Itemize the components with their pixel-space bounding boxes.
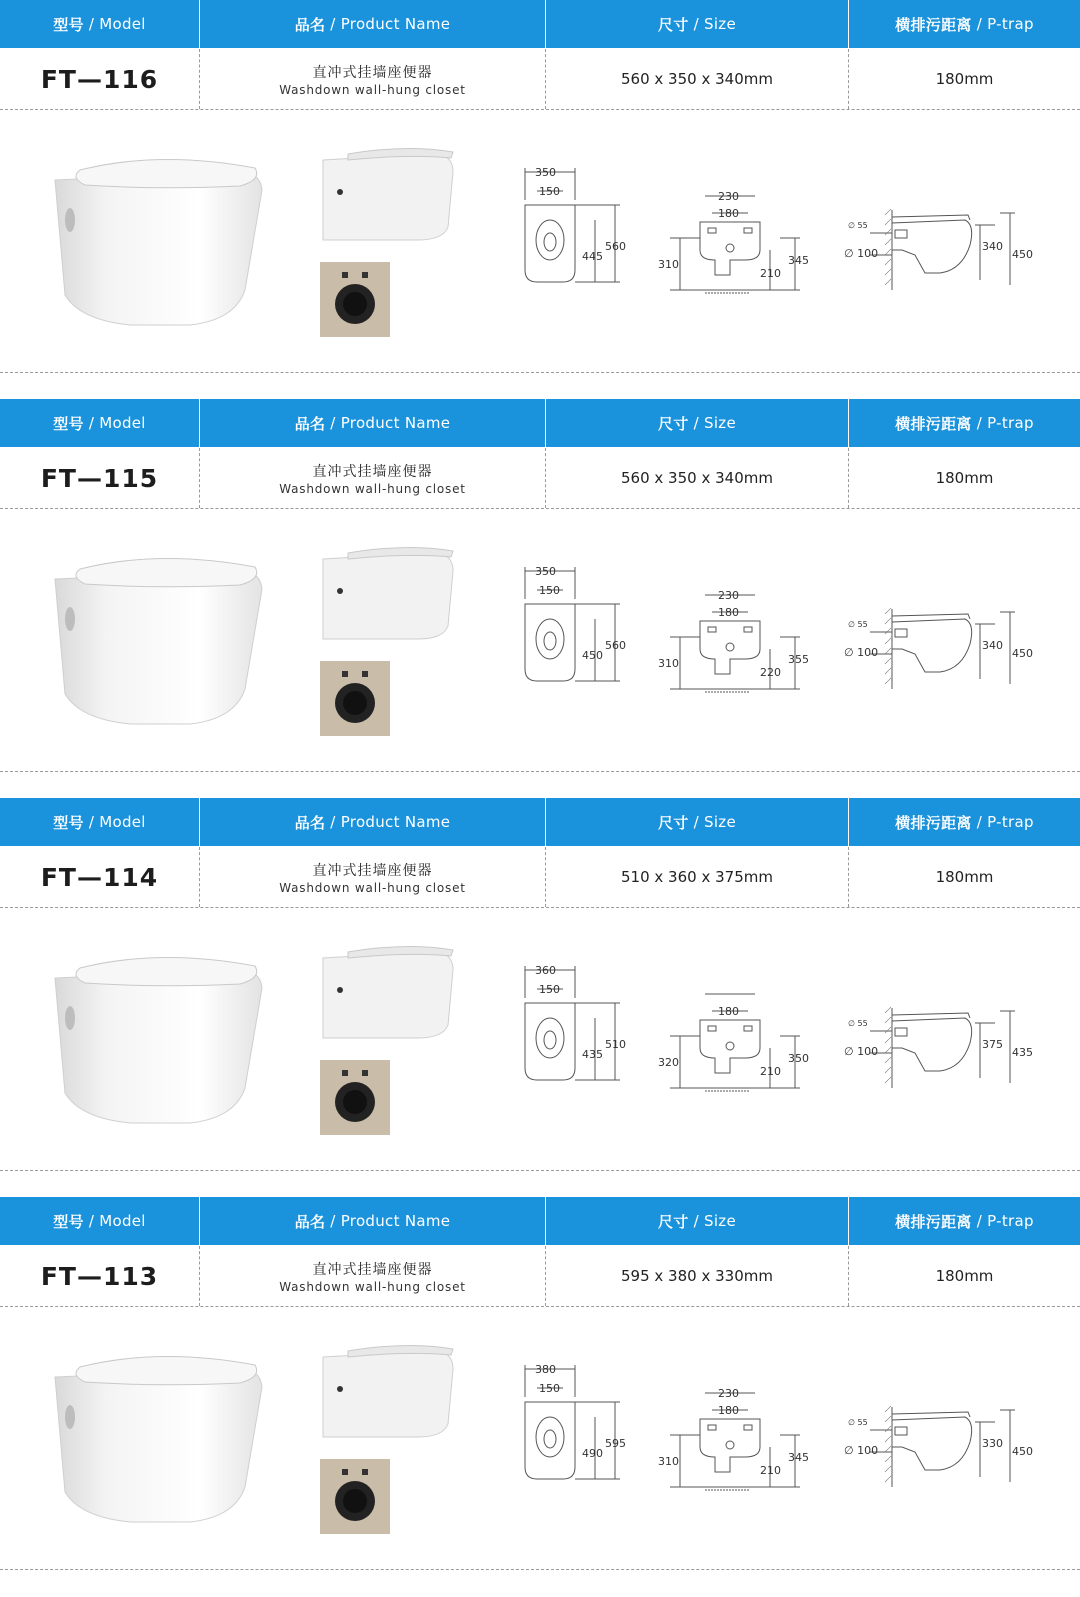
- header-size-en: / Size: [693, 1212, 737, 1230]
- section-divider: [0, 372, 1080, 373]
- product-name-zh: 直冲式挂墙座便器: [312, 1261, 433, 1278]
- header-size-en: / Size: [693, 15, 737, 33]
- size-value: 510 x 360 x 375mm: [621, 868, 773, 886]
- header-ptrap-zh: 横排污距离: [895, 15, 972, 34]
- spec-row: [0, 448, 1080, 509]
- header-size: [546, 1197, 848, 1245]
- dim-inner-length: 435: [582, 1048, 603, 1061]
- dim-side-height: 340: [982, 639, 1003, 652]
- product-name-zh: 直冲式挂墙座便器: [312, 64, 433, 81]
- rear-view-drawing: [650, 579, 820, 704]
- header-model: [0, 1197, 199, 1245]
- header-product-name: [200, 0, 545, 48]
- header-model-zh: 型号: [53, 1212, 84, 1231]
- product-side-photo: [318, 142, 458, 242]
- dim-length: 560: [605, 240, 626, 253]
- size-cell: [546, 1246, 848, 1306]
- section-divider: [0, 771, 1080, 772]
- side-view-drawing: [840, 604, 1040, 699]
- product-bottom-photo: [320, 1459, 390, 1534]
- model-number: FT—113: [40, 1261, 159, 1291]
- header-model-en: / Model: [88, 15, 146, 33]
- model-cell: [0, 448, 199, 508]
- header-product-name: [200, 399, 545, 447]
- dim-rear-width: 230: [718, 190, 739, 203]
- top-view-drawing: [515, 1357, 645, 1487]
- spec-header-bar: [0, 399, 1080, 447]
- header-ptrap-en: / P-trap: [976, 813, 1034, 831]
- model-cell: [0, 1246, 199, 1306]
- ptrap-cell: [849, 448, 1080, 508]
- product-section: [0, 0, 1080, 398]
- top-view-drawing: [515, 160, 645, 290]
- header-ptrap-en: / P-trap: [976, 414, 1034, 432]
- dim-inner: 150: [539, 185, 560, 198]
- header-ptrap-zh: 横排污距离: [895, 414, 972, 433]
- dim-rear-height-right: 355: [788, 653, 809, 666]
- spec-row: [0, 49, 1080, 110]
- ptrap-cell: [849, 49, 1080, 109]
- dim-side-total-height: 450: [1012, 248, 1033, 261]
- header-size-zh: 尺寸: [657, 414, 689, 433]
- dim-rear-width: 230: [718, 589, 739, 602]
- ptrap-cell: [849, 1246, 1080, 1306]
- header-size: [546, 0, 848, 48]
- product-section: [0, 1197, 1080, 1595]
- dim-inner-length: 450: [582, 649, 603, 662]
- header-model-zh: 型号: [53, 15, 84, 34]
- header-model-zh: 型号: [53, 813, 84, 832]
- dim-rear-height-right: 350: [788, 1052, 809, 1065]
- dim-rear-height-left: 310: [658, 1455, 679, 1468]
- ptrap-value: 180mm: [935, 469, 994, 487]
- ptrap-value: 180mm: [935, 1267, 994, 1285]
- header-name-zh: 品名: [294, 1212, 326, 1231]
- product-name-en: Washdown wall-hung closet: [279, 880, 466, 895]
- size-cell: [546, 448, 848, 508]
- ptrap-cell: [849, 847, 1080, 907]
- header-ptrap-en: / P-trap: [976, 15, 1034, 33]
- dim-length: 510: [605, 1038, 626, 1051]
- dim-side-total-height: 450: [1012, 1445, 1033, 1458]
- size-value: 595 x 380 x 330mm: [621, 1267, 773, 1285]
- header-name-zh: 品名: [294, 414, 326, 433]
- dim-rear-height-inner: 210: [760, 1065, 781, 1078]
- header-size: [546, 399, 848, 447]
- side-view-drawing: [840, 1402, 1040, 1497]
- rear-view-drawing: [650, 180, 820, 305]
- dim-rear-width: 230: [718, 1387, 739, 1400]
- product-name-en: Washdown wall-hung closet: [279, 82, 466, 97]
- dim-outlet-diameter: ∅ 100: [844, 646, 879, 659]
- section-divider: [0, 1569, 1080, 1570]
- header-product-name: [200, 798, 545, 846]
- product-name-cell: [200, 1246, 545, 1306]
- header-model: [0, 798, 199, 846]
- product-name-zh: 直冲式挂墙座便器: [312, 862, 433, 879]
- dim-inlet-diameter: ∅ 55: [848, 1418, 868, 1427]
- dim-outlet-diameter: ∅ 100: [844, 1444, 879, 1457]
- header-name-en: / Product Name: [330, 813, 451, 831]
- spec-row: [0, 1246, 1080, 1307]
- dim-outlet-diameter: ∅ 100: [844, 247, 879, 260]
- dim-side-height: 340: [982, 240, 1003, 253]
- dim-inlet-diameter: ∅ 55: [848, 221, 868, 230]
- top-view-drawing: [515, 958, 645, 1088]
- header-ptrap: [849, 1197, 1080, 1245]
- rear-view-drawing: [650, 1377, 820, 1502]
- size-cell: [546, 49, 848, 109]
- header-name-en: / Product Name: [330, 15, 451, 33]
- header-size-zh: 尺寸: [657, 1212, 689, 1231]
- dim-rear-inner-width: 180: [718, 207, 739, 220]
- spec-row: [0, 847, 1080, 908]
- dim-inlet-diameter: ∅ 55: [848, 1019, 868, 1028]
- header-ptrap-zh: 横排污距离: [895, 813, 972, 832]
- model-number: FT—114: [40, 862, 159, 892]
- dim-length: 560: [605, 639, 626, 652]
- dim-length: 595: [605, 1437, 626, 1450]
- product-bottom-photo: [320, 661, 390, 736]
- header-size-en: / Size: [693, 813, 737, 831]
- product-main-photo: [40, 1317, 280, 1547]
- section-divider: [0, 1170, 1080, 1171]
- header-size-zh: 尺寸: [657, 813, 689, 832]
- ptrap-value: 180mm: [935, 70, 994, 88]
- product-bottom-photo: [320, 262, 390, 337]
- header-ptrap: [849, 798, 1080, 846]
- header-model-en: / Model: [88, 414, 146, 432]
- model-number: FT—116: [40, 64, 159, 94]
- product-bottom-photo: [320, 1060, 390, 1135]
- dim-inner-length: 490: [582, 1447, 603, 1460]
- header-name-en: / Product Name: [330, 414, 451, 432]
- product-name-zh: 直冲式挂墙座便器: [312, 463, 433, 480]
- dim-side-total-height: 450: [1012, 647, 1033, 660]
- dim-outlet-diameter: ∅ 100: [844, 1045, 879, 1058]
- product-section: [0, 399, 1080, 797]
- dim-rear-height-right: 345: [788, 254, 809, 267]
- top-view-drawing: [515, 559, 645, 689]
- dim-inner: 150: [539, 1382, 560, 1395]
- header-product-name: [200, 1197, 545, 1245]
- product-side-photo: [318, 1339, 458, 1439]
- dim-width: 350: [535, 565, 556, 578]
- spec-header-bar: [0, 798, 1080, 846]
- dim-side-total-height: 435: [1012, 1046, 1033, 1059]
- spec-header-bar: [0, 1197, 1080, 1245]
- dim-rear-inner-width: 180: [718, 1005, 739, 1018]
- dim-width: 350: [535, 166, 556, 179]
- ptrap-value: 180mm: [935, 868, 994, 886]
- dim-width: 380: [535, 1363, 556, 1376]
- product-section: [0, 798, 1080, 1196]
- dim-inlet-diameter: ∅ 55: [848, 620, 868, 629]
- dim-rear-height-inner: 210: [760, 267, 781, 280]
- product-main-photo: [40, 120, 280, 350]
- model-number: FT—115: [40, 463, 159, 493]
- header-ptrap-en: / P-trap: [976, 1212, 1034, 1230]
- dim-side-height: 330: [982, 1437, 1003, 1450]
- product-main-photo: [40, 918, 280, 1148]
- model-cell: [0, 49, 199, 109]
- header-model-en: / Model: [88, 813, 146, 831]
- rear-view-drawing: [650, 978, 820, 1103]
- dim-rear-height-inner: 210: [760, 1464, 781, 1477]
- side-view-drawing: [840, 1003, 1040, 1098]
- product-name-cell: [200, 49, 545, 109]
- header-model: [0, 399, 199, 447]
- dim-inner: 150: [539, 584, 560, 597]
- header-model-zh: 型号: [53, 414, 84, 433]
- header-model: [0, 0, 199, 48]
- header-ptrap-zh: 横排污距离: [895, 1212, 972, 1231]
- dim-side-height: 375: [982, 1038, 1003, 1051]
- dim-rear-height-left: 310: [658, 258, 679, 271]
- spec-header-bar: [0, 0, 1080, 48]
- dim-rear-height-left: 310: [658, 657, 679, 670]
- product-main-photo: [40, 519, 280, 749]
- dim-rear-inner-width: 180: [718, 1404, 739, 1417]
- side-view-drawing: [840, 205, 1040, 300]
- product-name-cell: [200, 847, 545, 907]
- dim-rear-inner-width: 180: [718, 606, 739, 619]
- header-size: [546, 798, 848, 846]
- size-cell: [546, 847, 848, 907]
- header-name-zh: 品名: [294, 15, 326, 34]
- header-name-zh: 品名: [294, 813, 326, 832]
- dim-rear-height-right: 345: [788, 1451, 809, 1464]
- dim-rear-height-left: 320: [658, 1056, 679, 1069]
- header-name-en: / Product Name: [330, 1212, 451, 1230]
- product-side-photo: [318, 940, 458, 1040]
- header-size-en: / Size: [693, 414, 737, 432]
- model-cell: [0, 847, 199, 907]
- size-value: 560 x 350 x 340mm: [621, 70, 773, 88]
- dim-width: 360: [535, 964, 556, 977]
- header-ptrap: [849, 0, 1080, 48]
- product-name-cell: [200, 448, 545, 508]
- header-size-zh: 尺寸: [657, 15, 689, 34]
- header-model-en: / Model: [88, 1212, 146, 1230]
- dim-inner: 150: [539, 983, 560, 996]
- product-name-en: Washdown wall-hung closet: [279, 1279, 466, 1294]
- product-name-en: Washdown wall-hung closet: [279, 481, 466, 496]
- product-side-photo: [318, 541, 458, 641]
- size-value: 560 x 350 x 340mm: [621, 469, 773, 487]
- dim-inner-length: 445: [582, 250, 603, 263]
- header-ptrap: [849, 399, 1080, 447]
- dim-rear-height-inner: 220: [760, 666, 781, 679]
